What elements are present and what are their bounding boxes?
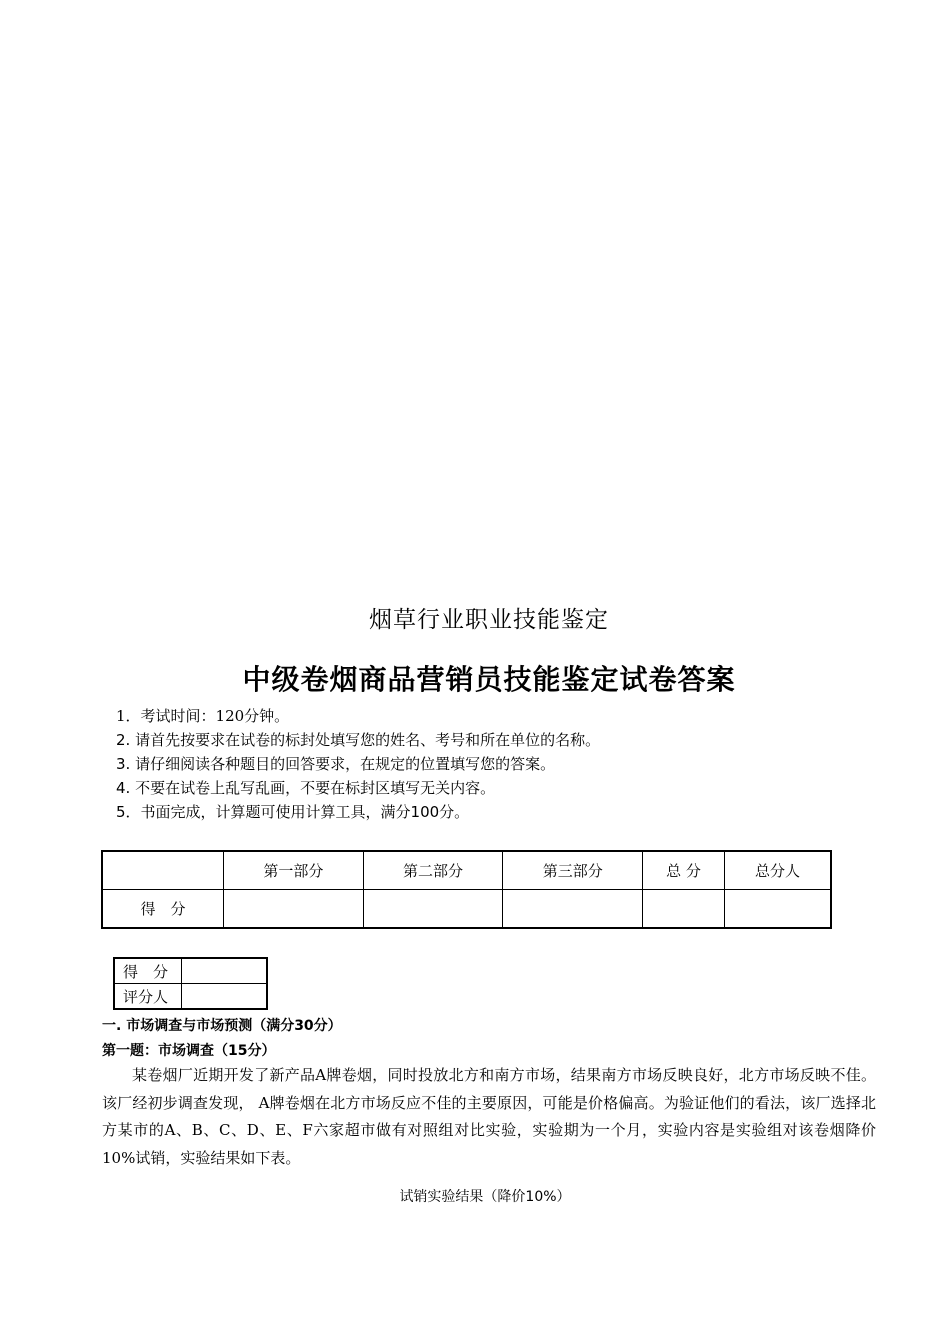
table-header-cell: 第一部分: [224, 851, 364, 890]
table-header-cell: 第二部分: [363, 851, 503, 890]
question-paragraph: 某卷烟厂近期开发了新产品A牌卷烟，同时投放北方和南方市场，结果南方市场反映良好，北方市场反映不佳。该厂经初步调查发现， A牌卷烟在北方市场反应不佳的主要原因，可能是价格偏高。为验证他们的看法，该厂选择北方某市的A、B、C、D、E、F六家超市做有对照组对比实验，实验期为一个月，实验内容是实验组对该卷烟降价10%试销，实验结果如下表。: [102, 1066, 876, 1167]
score-cell-scorer[interactable]: [724, 890, 831, 929]
grader-score-label: 得 分: [114, 958, 182, 984]
note-item: 2. 请首先按要求在试卷的标封处填写您的姓名、考号和所在单位的名称。: [116, 731, 601, 749]
score-cell-total[interactable]: [643, 890, 725, 929]
note-item: 3. 请仔细阅读各种题目的回答要求，在规定的位置填写您的答案。: [116, 755, 556, 773]
score-summary-table: [101, 850, 832, 929]
table-caption: 试销实验结果（降价10%）: [399, 1189, 571, 1205]
score-row-label: 得 分: [102, 890, 224, 929]
score-cell-part3[interactable]: [503, 890, 643, 929]
page-title: 中级卷烟商品营销员技能鉴定试卷答案: [242, 663, 736, 696]
grader-name-cell[interactable]: [182, 984, 268, 1010]
org-title: 烟草行业职业技能鉴定: [369, 607, 609, 633]
grader-name-label: 评分人: [114, 984, 182, 1010]
score-cell-part2[interactable]: [363, 890, 503, 929]
note-item: 5．书面完成，计算题可使用计算工具，满分100分。: [116, 803, 470, 821]
grader-box: [113, 957, 268, 1010]
table-row: [114, 984, 267, 1010]
table-row: [102, 890, 831, 929]
section-heading: 一. 市场调查与市场预测（满分30分）: [102, 1018, 342, 1034]
note-item: 1．考试时间：120分钟。: [116, 707, 290, 725]
score-cell-part1[interactable]: [224, 890, 364, 929]
table-header-cell: 总 分: [643, 851, 725, 890]
exam-notes-list: [116, 704, 600, 824]
table-header-cell: 总分人: [724, 851, 831, 890]
table-header-cell: [102, 851, 224, 890]
table-row: [114, 958, 267, 984]
note-item: 4. 不要在试卷上乱写乱画，不要在标封区填写无关内容。: [116, 779, 496, 797]
question-heading: 第一题：市场调查（15分）: [102, 1043, 276, 1059]
grader-score-cell[interactable]: [182, 958, 268, 984]
table-header-cell: 第三部分: [503, 851, 643, 890]
table-row: [102, 851, 831, 890]
